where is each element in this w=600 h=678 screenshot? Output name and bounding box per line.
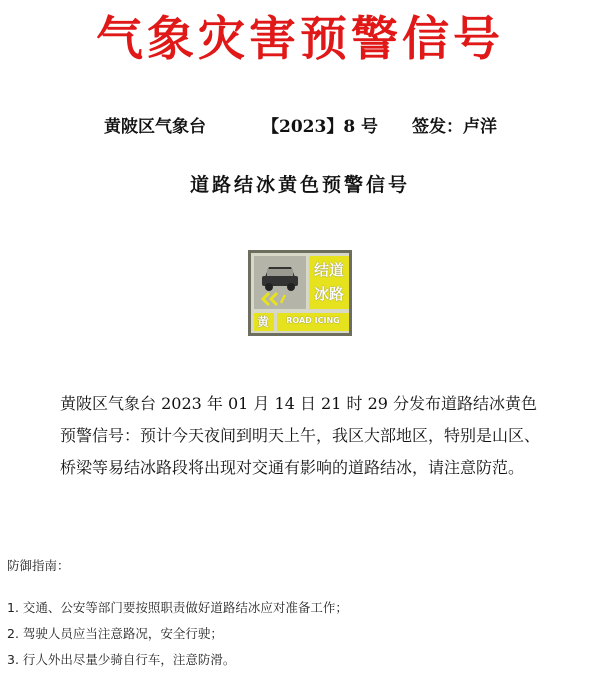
document-number: 【2023】8 号 <box>262 117 379 137</box>
sign-english-label: ROAD ICING <box>286 316 340 325</box>
signer: 签发：卢洋 <box>412 117 497 137</box>
body-line: 黄陂区气象台 2023 年 01 月 14 日 21 时 29 分发布道路结冰黄色 <box>60 394 538 413</box>
document-meta-line <box>0 112 600 136</box>
guide-item: 3. 行人外出尽量少骑自行车，注意防滑。 <box>7 652 236 667</box>
car-skid-icon <box>255 257 305 309</box>
sign-chinese-line1: 结道 <box>313 261 344 279</box>
sign-chinese-line2: 冰路 <box>313 285 344 303</box>
defense-guide <box>7 556 587 678</box>
guide-item: 2. 驾驶人员应当注意路况，安全行驶； <box>7 626 223 641</box>
document-title: 气象灾害预警信号 <box>96 12 504 67</box>
body-line: 桥梁等易结冰路段将出现对交通有影响的道路结冰，请注意防范。 <box>60 458 525 477</box>
guide-item: 1. 交通、公安等部门要按照职责做好道路结冰应对准备工作； <box>7 600 348 615</box>
issuer-name: 黄陂区气象台 <box>104 117 206 137</box>
body-line: 预警信号：预计今天夜间到明天上午，我区大部地区，特别是山区、 <box>60 426 541 445</box>
sign-level-char: 黄 <box>257 315 270 329</box>
warning-body <box>60 388 580 484</box>
sign-chinese-label <box>311 258 347 306</box>
guide-heading: 防御指南： <box>7 558 70 573</box>
signal-subtitle: 道路结冰黄色预警信号 <box>189 174 410 196</box>
road-icing-yellow-warning-sign <box>248 250 352 336</box>
guide-list <box>7 600 587 668</box>
